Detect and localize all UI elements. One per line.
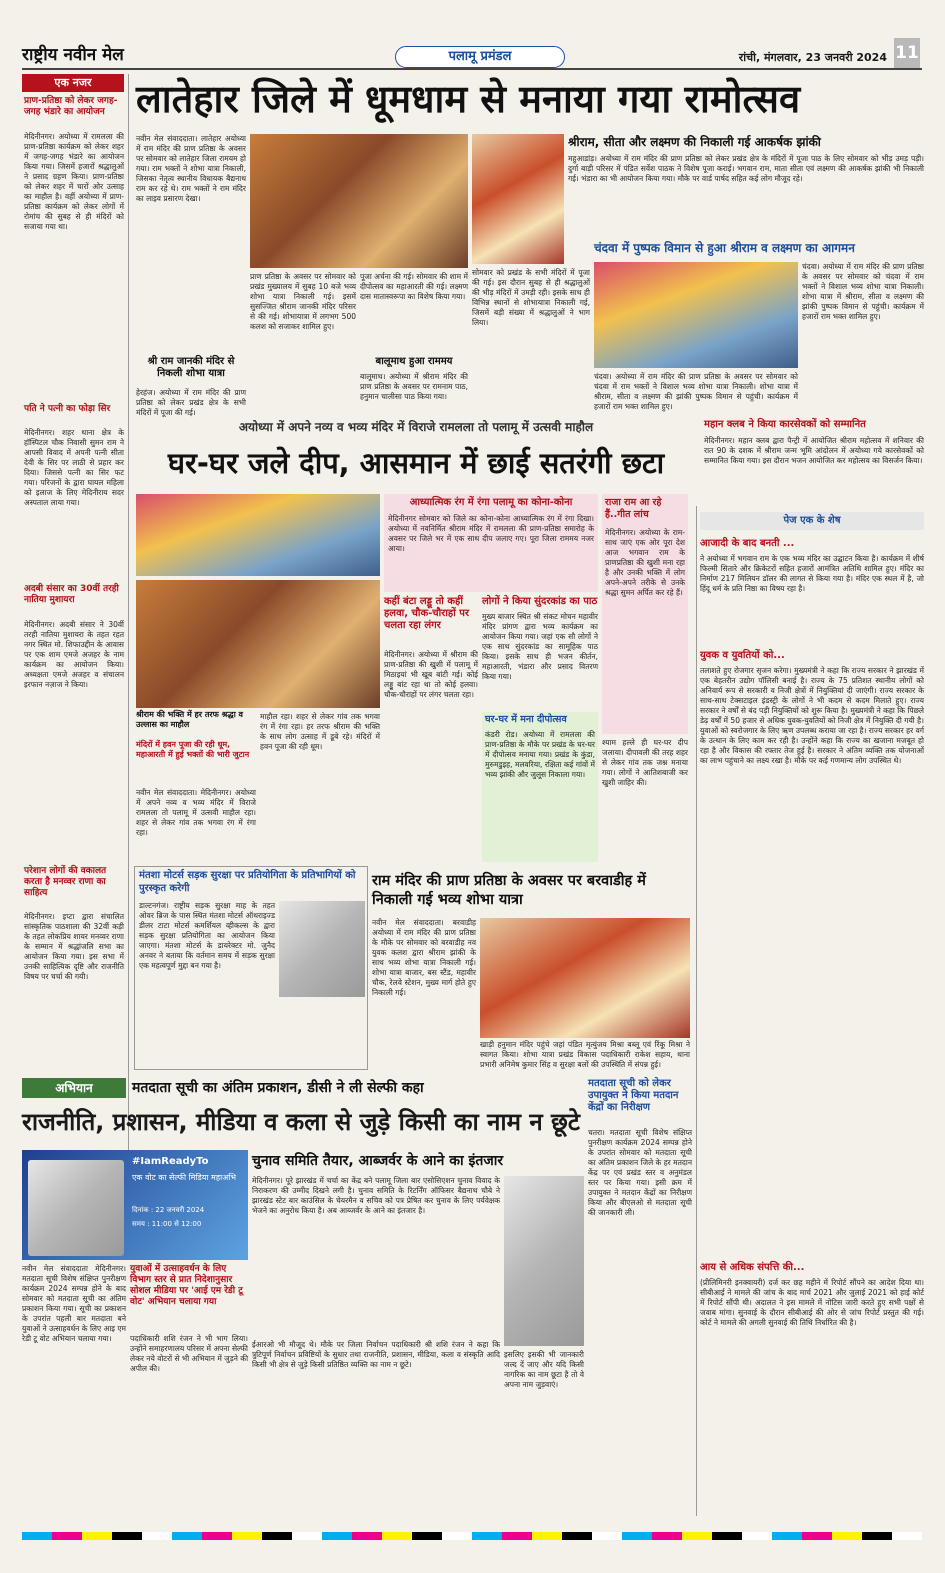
- pushpak-body-cont: चंदवा। अयोध्या में राम मंदिर की प्राण प्रतिष्ठा के अवसर पर सोमवार को चंदवा में राम भक्तों ने विशाल भव्य शोभा यात्रा निकाली। शोभा यात्रा में श्रीराम, सीता व लक्ष्मण की झांकी पुष्पक विमान से पहुंची। कार्यक्रम में हजारों राम भक्त शामिल हुए।: [594, 372, 798, 411]
- dateline: रांची, मंगलवार, 23 जनवरी 2024: [738, 51, 887, 64]
- band-headline: घर-घर जले दीप, आसमान में छाई सतरंगी छटा: [167, 446, 665, 480]
- spiritual-headline: आध्यात्मिक रंग में रंगा पलामू का कोना-कोना: [409, 497, 573, 508]
- color-mark: [592, 1532, 622, 1540]
- abhiyan-body: पदाधिकारी शशि रंजन ने भी भाग लिया। उन्होंने समाहरणालय परिसर में अपना सेल्फी लेकर नये वोटरों से भी अभियान में जुड़ने की अपील की।: [130, 1334, 249, 1373]
- deepotsav-headline: घर-घर में मना दीपोत्सव: [485, 714, 567, 725]
- mantasha-headline: मंतशा मोटर्स सड़क सुरक्षा पर प्रतियोगिता के प्रतिभागियों को पुरस्कृत करेगी: [139, 870, 356, 894]
- brief-heading: पति ने पत्नी का फोड़ा सिर: [24, 404, 111, 414]
- middle-body: श्याम हल्ले ही घर-घर दीप जलाया। दीपावली की तरह शहर से लेकर गांव तक जश्न मनाया गया। लोगों ने आतिशबाजी कर खुशी जाहिर की।: [602, 738, 688, 787]
- abhiyan-subhead: युवाओं में उत्साहवर्धन के लिए विभाग स्तर से प्रात निदेशानुसार सोशल मीडिया पर 'आई एम रेडी टू वोट' अभियान चलाया गया: [130, 1264, 243, 1307]
- registration-marks: [22, 1532, 922, 1542]
- voter-list-body: चतरा। मतदाता सूची विशेष संक्षिप्त पुनरीक्षण कार्यक्रम 2024 सम्पन्न होने के उपरांत सोमवार को मतदाता सूची का अंतिम प्रकाशन जिले के हर मतदान केंद्र पर एवं प्रखंड स्तर व अनुमंडल स्तर पर किया गया। इसी क्रम में उपायुक्त ने मतदान केंद्रों का निरीक्षण किया और बीएलओ से मतदाता सूची की जानकारी ली।: [588, 1128, 692, 1217]
- page-one-body: तलाशते हुए रोजगार सृजन करेगा। मुख्यमंत्री ने कहा कि राज्य सरकार ने झारखंड में एक बेहतरीन उद्योग पॉलिसी बनाई है। राज्य के 75 प्रतिशत स्थानीय लोगों को अनिवार्य रूप से सरकारी व निजी क्षेत्रों में नियुक्तियां दी जाएंगी। राज्य सरकार के साथ-साथ टेक्सटाइल इंडस्ट्री के लोगों ने भी कदम से कदम मिलाते हुए। राज्य सरकार ने वर्षों से बंद पड़ी नियुक्तियों को शुरू किया है। मुख्यमंत्री ने कहा कि पिछले डेढ़ वर्षों में 50 हजार से अधिक युवक-युवतियों को निजी क्षेत्र में नियुक्ति दी गयी है। युवाओं को स्वरोजगार के लिए ऋण उपलब्ध कराया जा रहा है। राज्य सरकार हर वर्ग के उत्थान के लिए काम कर रही है। उन्होंने कहा कि राज्य का खजाना मजबूत हो रहा है और विकास की रफ्तार तेज हुई है। सरकार ने अंतिम व्यक्ति तक योजनाओं का लाभ पहुंचाने का लक्ष्य रखा है। मौके पर कई गणमान्य लोग उपस्थित थे।: [700, 666, 924, 765]
- barwadih-photo: [480, 918, 690, 1038]
- raja-ram-headline: राजा राम आ रहे हैं..गीत लांच: [605, 497, 662, 520]
- jhanki-headline: श्रीराम, सीता और लक्ष्मण की निकाली गई आकर्षक झांकी: [568, 135, 821, 149]
- color-mark: [802, 1532, 832, 1540]
- color-mark: [652, 1532, 682, 1540]
- jhanki-photo: [472, 134, 564, 264]
- abhiyan-body: नवीन मेल संवाददाता मेदिनीनगर। मतदाता सूची विशेष संक्षिप्त पुनरीक्षण कार्यक्रम 2024 सम्पन्न होने के बाद सोमवार को मतदाता सूची का अंतिम प्रकाशन किया गया। सूची का प्रकाशन के उपरांत पहली बार मतदाता बने युवाओं ने उत्साहवर्धन के लिए आइ एम रेडी टू वोट अभियान चलाया गया।: [22, 1264, 126, 1343]
- page-one-heading: युवक व युवतियों को...: [700, 650, 785, 661]
- poster-date: दिनांक : 22 जनवरी 2024: [132, 1206, 205, 1214]
- lead-body: बालूमाथ। अयोध्या में श्रीराम मंदिर की प्राण प्रतिष्ठा के अवसर पर रामनाम पाठ, हनुमान चालीसा पाठ किया गया।: [360, 372, 468, 401]
- color-mark: [562, 1532, 592, 1540]
- color-mark: [352, 1532, 382, 1540]
- diya-photo: [136, 494, 380, 576]
- observer-photo: [504, 1176, 584, 1346]
- bhakti-photo: [136, 580, 380, 708]
- photo-caption: मंदिरों में हवन पूजा की रही धूम, महाआरती में हुई भक्तों की भारी जुटान: [136, 740, 250, 759]
- color-mark: [892, 1532, 922, 1540]
- poster-time: समय : 11:00 से 12:00: [132, 1220, 202, 1228]
- langar-headline: कहीं बंटा लड्डू तो कहीं हलवा, चौक-चौराहों पर चलता रहा लंगर: [384, 596, 470, 631]
- color-mark: [532, 1532, 562, 1540]
- lead-headline: लातेहार जिले में धूमधाम से मनाया गया रामोत्सव: [136, 77, 801, 121]
- langar-body: मेदिनीनगर। अयोध्या में श्रीराम की प्राण-प्रतिष्ठा की खुशी में पलामू में मिठाइयां भी खूब बांटी गई। कोई लड्डू बांट रहा था तो कोई हलवा। चौक-चौराहों पर लंगर चलता रहा।: [384, 650, 478, 699]
- brief-body: मेदिनीनगर। अदबी संसार ने 30वीं तरही नातिया मुशायरा के तहत रहत नगर स्थित मो. शिफाउद्दीन के आवास पर एक शाम एमजे अजहर के नाम कार्यक्रम का आयोजन किया। अध्यक्षता एमजे अजहर व संचालन इरफान नज़ाज ने किया।: [24, 620, 124, 689]
- lead-body: प्राण प्रतिष्ठा के अवसर पर सोमवार को प्रखंड मुख्यालय में सुबह 10 बजे भव्य शोभा यात्रा निकाली गई। इसमें सुसज्जित श्रीराम जानकी मंदिर परिसर से की गई। शोभायात्रा में लगभग 500 कलश को सजाकर शामिल हुए।: [250, 272, 356, 331]
- barwadih-body: खाड़ी हनुमान मंदिर पहुंचे जहां पंडित मृत्युंजय मिश्रा बब्लू एवं रिंकू मिश्रा ने स्वागत किया। शोभा यात्रा प्रखंड विकास पदाधिकारी राकेश सहाय, थाना प्रभारी अनिमेष कुमार सिंह व सुरक्षा बलों की उपस्थिति में संपन्न हुई।: [480, 1040, 690, 1069]
- brief-body: मेदिनीनगर। अयोध्या में रामलला की प्राण-प्रतिष्ठा कार्यक्रम को लेकर शहर में जगह-जगह भंडारे का आयोजन किया गया। जिसमें हजारों श्रद्धालुओं ने प्रसाद ग्रहण किया। प्राण-प्रतिष्ठा को लेकर शहर में चारों ओर उत्साह का माहौल है। वहीं अयोध्या में प्राण-प्रतिष्ठा कार्यक्रम को लेकर लोगों में रोमांच की सुबह से ही मंदिरों को सजाया गया था।: [24, 132, 124, 231]
- spiritual-box: [384, 494, 598, 592]
- mahan-headline: महान क्लब ने किया कारसेवकों को सम्मानित: [704, 419, 866, 430]
- paper-name: राष्ट्रीय नवीन मेल: [22, 45, 124, 65]
- column-divider: [128, 74, 129, 1234]
- color-mark: [862, 1532, 892, 1540]
- raja-ram-body: मेदिनीनगर। अयोध्या के राम-साथ जाएं एक ओर पूरा देश आज भगवान राम के प्राणप्रतिष्ठा की खुशी मना रहा है और उनकी भक्ति में लोग अपने-अपने तरीके से उनके श्रद्धा सुमन अर्पित कर रहे हैं।: [605, 528, 685, 597]
- deepotsav-body: कंडरी रोड। अयोध्या में रामलला की प्राण-प्रतिष्ठा के मौके पर प्रखंड के घर-घर में दीपोत्सव मनाया गया। प्रखंड के कुंडा, मुरुमडुइह, मलवरिया, रक्षिता कई गांवों में भव्य झांकी और जुलूस निकाला गया।: [485, 730, 595, 779]
- abhiyan-kicker: मतदाता सूची का अंतिम प्रकाशन, डीसी ने ली सेल्फी कहा: [132, 1080, 424, 1096]
- color-mark: [382, 1532, 412, 1540]
- abhiyan-headline: राजनीति, प्रशासन, मीडिया व कला से जुड़े किसी का नाम न छूटे: [22, 1108, 580, 1136]
- deepotsav-box: [482, 712, 598, 862]
- brief-body: मेदिनीनगर। शहर थाना क्षेत्र के हॉस्पिटल चौक निवासी सुमन राम ने आपसी विवाद में अपनी पत्नी सीता देवी के सिर पर लाठी से प्रहार कर दिया। जिससे पत्नी का सिर फट गया। परिजनों के द्वारा घायल महिला को इलाज के लिए मेदिनीराय सदर अस्पताल लाया गया।: [24, 428, 124, 507]
- mantasha-box: [134, 866, 368, 1070]
- ek-nazar-tag: एक नजर: [22, 74, 124, 92]
- color-mark: [52, 1532, 82, 1540]
- raja-ram-box: [602, 494, 688, 734]
- poster-tag: #IamReadyTo: [132, 1156, 209, 1167]
- page-one-body: (प्रीलिमिनरी इनक्वायरी) दर्ज कर छह महीने में रिपोर्ट सौंपने का आदेश दिया था। सीबीआई ने मामले की जांच के बाद मार्च 2021 और जुलाई 2021 को हाई कोर्ट में रिपोर्ट सौंपी थी। अदालत ने इस मामले में नोटिस जारी करते हुए सभी पक्षों से जवाब मांगा। सुनवाई के दौरान सीबीआई की ओर से जांच रिपोर्ट प्रस्तुत की गई। कोर्ट ने मामले की अगली सुनवाई की तिथि निर्धारित की है।: [700, 1278, 924, 1327]
- color-mark: [262, 1532, 292, 1540]
- jhanki-body: सोमवार को प्रखंड के सभी मंदिरों में पूजा की गई। इस दौरान सुबह से ही श्रद्धालुओं की भीड़ मंदिरों में उमड़ी रही। इसके साथ ही विभिन्न स्थानों से शोभायात्रा निकाली गई, जिसमें बड़ी संख्या में श्रद्धालुओं ने भाग लिया।: [472, 268, 590, 327]
- lead-subhead: श्री राम जानकी मंदिर से निकली शोभा यात्रा: [147, 356, 235, 379]
- brief-heading: परेशान लोगों की वकालत करता है मनव्वर राणा का साहित्य: [24, 866, 107, 898]
- brief-body: मेदिनीनगर। इप्टा द्वारा संचालित सांस्कृतिक पाठशाला की 32वीं कड़ी के तहत लोकप्रिय शायर मनव्वर राणा के सम्मान में श्रद्धांजलि सभा का आयोजन किया गया। इस सभा में उनकी साहित्यिक दृष्टि और राजनीति विषय पर चर्चा की गयी।: [24, 912, 124, 981]
- color-mark: [682, 1532, 712, 1540]
- color-mark: [142, 1532, 172, 1540]
- column-divider: [696, 506, 697, 1516]
- mantasha-body: डाल्टनगंज। राष्ट्रीय सड़क सुरक्षा माह के तहत ओवर ब्रिज के पास स्थित मंतशा मोटर्स ऑथराइज्ड डीलर टाटा मोटर्स कमर्शियल व्हीकल्स के द्वारा सड़क सुरक्षा प्रतियोगिता का आयोजन किया जाएगा। मंतशा मोटर्स के डायरेक्टर मो. जुनैद अनवर ने बताया कि वर्तमान समय में सड़क सुरक्षा एक महत्वपूर्ण मुद्दा बन गया है।: [139, 901, 275, 970]
- lead-body: नवीन मेल संवाददाता। लातेहार अयोध्या में राम मंदिर की प्राण प्रतिष्ठा के अवसर पर सोमवार को लातेहार जिला रामयम हो गया। राम भक्तों ने शोभा यात्रा निकाली, जिसका नेतृत्व स्थानीय विधायक बैद्यनाथ राम कर रहे थे। राम भक्तों ने राम मंदिर का लाइव प्रसारण देखा।: [136, 134, 246, 203]
- color-mark: [412, 1532, 442, 1540]
- color-mark: [232, 1532, 262, 1540]
- band-kicker: अयोध्या में अपने नव्य व भव्य मंदिर में विराजे रामलला तो पलामू में उत्सवी माहौल: [238, 420, 594, 434]
- lead-body: हेरहंज। अयोध्या में राम मंदिर की प्राण प्रतिष्ठा को लेकर प्रखंड क्षेत्र के सभी मंदिरों में पूजा की गई।: [136, 388, 246, 417]
- color-mark: [202, 1532, 232, 1540]
- brief-heading: अदबी संसार का 30वीं तरही नातिया मुशायरा: [24, 584, 119, 605]
- middle-body: माहौल रहा। शहर से लेकर गांव तक भगवा रंग में रंगा रहा। हर तरफ श्रीराम की भक्ति के साथ लोग उत्साह में डूबे रहे। मंदिरों में हवन पूजा की रही धूम।: [260, 712, 380, 751]
- color-mark: [442, 1532, 472, 1540]
- color-mark: [112, 1532, 142, 1540]
- chunav-headline: चुनाव समिति तैयार, आब्जर्वर के आने का इंतजार: [252, 1153, 504, 1169]
- barwadih-body: नवीन मेल संवाददाता। बरवाडीह अयोध्या में राम मंदिर की प्राण प्रतिष्ठा के मौके पर सोमवार को बरवाडीह नव युवक कलश द्वारा श्रीराम झांकी के साथ भव्य शोभा यात्रा निकाली गई। शोभा यात्रा बाजार, बस स्टैंड, महावीर चौक, रेलवे स्टेशन, मुख्य मार्ग होते हुए निकाली गई।: [372, 918, 476, 997]
- page-one-body: ने अयोध्या में भगवान राम के एक भव्य मंदिर का उद्घाटन किया है। कार्यक्रम में शीर्ष फिल्मी सितारे और क्रिकेटरों सहित हजारों आमंत्रित अतिथि शामिल हुए। मंदिर का निर्माण 217 मिलियन डॉलर की लागत से किया गया है। मंदिर एक स्थल में है, जो हिंदू धर्म के प्रति निष्ठा का विषय रहा है।: [700, 554, 924, 593]
- abhiyan-body: इसलिए इसकी भी जानकारी जल्द दें जाए और यदि किसी नागरिक का नाम छूटा है तो वे अपना नाम जुड़वाएं।: [504, 1350, 584, 1389]
- middle-body: नवीन मेल संवाददाता। मेदिनीनगर। अयोध्या में अपने नव्य व भव्य मंदिर में विराजे रामलला तो पलामू में उत्सवी माहौल रहा। शहर से लेकर गांव तक भगवा रंग में रंगा रहा।: [136, 788, 256, 837]
- color-mark: [502, 1532, 532, 1540]
- color-mark: [712, 1532, 742, 1540]
- color-mark: [622, 1532, 652, 1540]
- color-mark: [322, 1532, 352, 1540]
- page-one-heading: आय से अधिक संपत्ति की...: [700, 1262, 805, 1273]
- mahan-body: मेदिनीनगर। महान क्लब द्वारा पैन्ट्री में आयोजित श्रीराम महोत्सव में शनिवार की रात 90 के दशक में श्रीराम जन्म भूमि आंदोलन में अयोध्या गये कारसेवकों को सम्मानित किया गया। इस दौरान भजन आयोजित कर महोत्सव का विसर्जन किया।: [704, 436, 924, 465]
- page-number: 11: [894, 38, 920, 68]
- color-mark: [292, 1532, 322, 1540]
- color-mark: [832, 1532, 862, 1540]
- chunav-body: मेदिनीनगर। पूरे झारखंड में चर्चा का केंद्र बने पलामू जिला बार एसोसिएशन चुनाव विवाद के निराकरण की उम्मीद दिखने लगी है। चुनाव समिति के रिटर्निंग ऑफिसर बैद्यनाथ चौबे ने झारखंड स्टेट बार काउंसिल के चेयरमैन व सचिव को पत्र प्रेषित कर चुनाव के लिए पर्यवेक्षक भेजने का अनुरोध किया है। अब आब्जर्वर के आने का इंतजार है।: [252, 1176, 500, 1215]
- lead-photo: [250, 134, 468, 268]
- color-mark: [172, 1532, 202, 1540]
- brief-heading: प्राण-प्रतिष्ठा को लेकर जगह-जगह भंडारे का आयोजन: [24, 96, 118, 117]
- pushpak-body: चंदवा। अयोध्या में राम मंदिर की प्राण प्रतिष्ठा के अवसर पर सोमवार को चंदवा में राम भक्तों ने विशाल भव्य शोभा यात्रा निकाली। शोभा यात्रा में श्रीराम, सीता व लक्ष्मण की झांकी पुष्पक विमान से पहुंची। कार्यक्रम में हजारों राम भक्त शामिल हुए।: [802, 262, 924, 321]
- lead-subhead: बालूमाथ हुआ राममय: [375, 356, 453, 367]
- color-mark: [82, 1532, 112, 1540]
- photo-caption: श्रीराम की भक्ति में हर तरफ श्रद्धा व उल्लास का माहौल: [136, 710, 243, 729]
- color-mark: [742, 1532, 772, 1540]
- color-mark: [472, 1532, 502, 1540]
- barwadih-headline: राम मंदिर की प्राण प्रतिष्ठा के अवसर पर बरवाडीह में निकाली गई भव्य शोभा यात्रा: [372, 873, 646, 908]
- voter-list-headline: मतदाता सूची को लेकर उपायुक्त ने किया मतदान केंद्रों का निरीक्षण: [588, 1078, 679, 1113]
- masthead: [22, 36, 922, 70]
- color-mark: [22, 1532, 52, 1540]
- pushpak-headline: चंदवा में पुष्पक विमान से हुआ श्रीराम व लक्ष्मण का आगमन: [594, 241, 855, 255]
- left-column: [22, 74, 124, 1236]
- pushpak-photo: [594, 262, 798, 368]
- lead-body: पूजा अर्चना की गई। सोमवार की शाम में दीपोत्सव का महाआरती की गई। लक्ष्मण दास मातास्वरूपा का विशेष किया गया।: [360, 272, 468, 301]
- section-label: पलामू प्रमंडल: [395, 46, 565, 68]
- dc-photo: [28, 1160, 124, 1256]
- page-one-label: पेज एक के शेष: [700, 512, 924, 530]
- portrait-photo: [279, 901, 365, 997]
- jhanki-body: महुआडांड़। अयोध्या में राम मंदिर की प्राण प्रतिष्ठा को लेकर प्रखंड क्षेत्र के मंदिरों में पूजा पाठ के लिए सोमवार को भीड़ उमड़ पड़ी। दुर्गा बाड़ी परिसर में पंडित सर्वेश पाठक ने विशेष पूजा कराई। भगवान राम, माता सीता एवं लक्ष्मण की आकर्षक झांकी भी निकाली गई। भंडारा का भी आयोजन किया गया। मौके पर वार्ड पार्षद सहित कई लोग मौजूद रहे।: [568, 154, 924, 183]
- poster-text: एक वोट का सेल्फी मिडिया महाअभि: [132, 1173, 236, 1182]
- sundarkand-headline: लोगों ने किया सुंदरकांड का पाठ: [482, 596, 598, 607]
- spiritual-body: मेदिनीनगर सोमवार को जिले का कोना-कोना आध्यात्मिक रंग में रंगा दिखा। अयोध्या में नवनिर्मित श्रीराम मंदिर में रामलला की प्राण-प्रतिष्ठा समारोह के अवसर पर जिले भर में एक साथ दीप जलाए गए। पूरा जिला राममय नजर आया।: [388, 514, 594, 553]
- abhiyan-tag: अभियान: [22, 1078, 126, 1098]
- page-one-heading: आजादी के बाद बनती ...: [700, 538, 795, 549]
- sundarkand-body: मुख्य बाजार स्थित श्री संकट मोचन महावीर मंदिर प्रांगण द्वारा भव्य कार्यक्रम का आयोजन किया गया। जहां एक सौ लोगों ने एक साथ सुंदरकांड का सामूहिक पाठ किया। इसके साथ ही भजन कीर्तन, महाआरती, भंडारा और प्रसाद वितरण किया गया।: [482, 612, 598, 681]
- color-mark: [772, 1532, 802, 1540]
- selfie-poster: [22, 1150, 248, 1260]
- abhiyan-body: ईआरओ भी मौजूद थे। मौके पर जिला निर्वाचन पदाधिकारी श्री शशि रंजन ने कहा कि त्रुटिपूर्ण निर्वाचन प्रविष्टियों के सुधार तथा राजनीति, प्रशासन, मीडिया, कला व संस्कृति आदि किसी भी क्षेत्र से जुड़े किसी प्रतिष्ठित व्यक्ति का नाम न छूटे।: [252, 1340, 500, 1369]
